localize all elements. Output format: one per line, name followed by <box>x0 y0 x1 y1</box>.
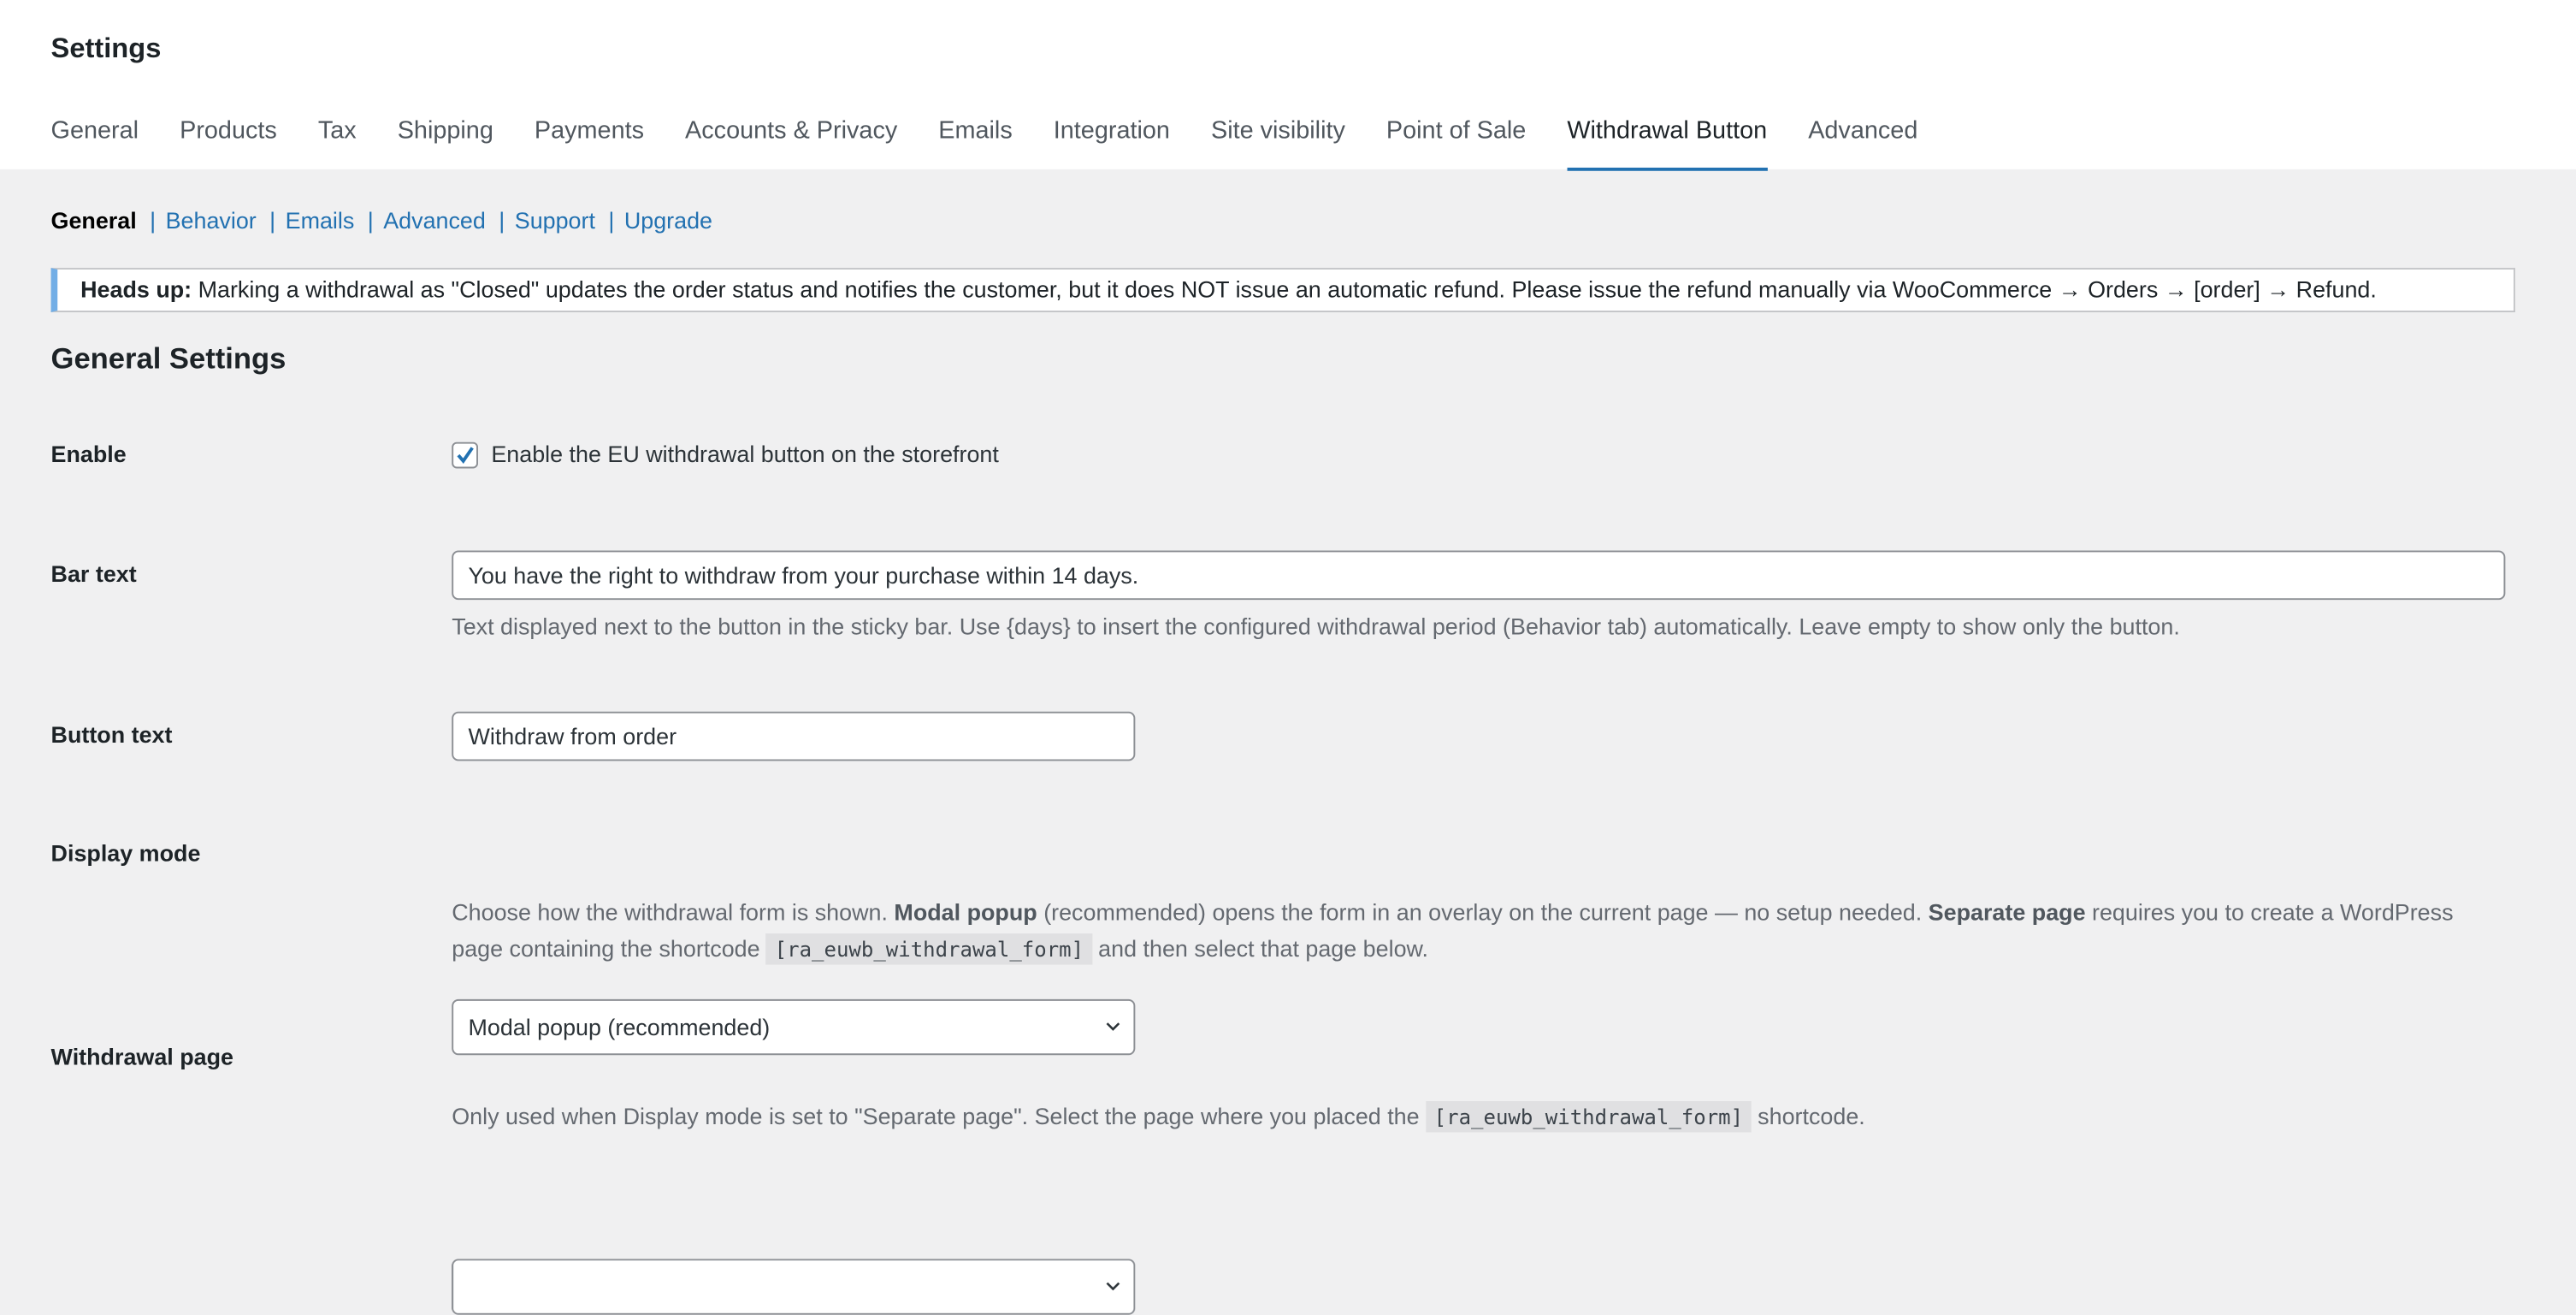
desc-text: (recommended) opens the form in an overlay on the current page — no setup needed. <box>1037 898 1929 926</box>
tab-advanced[interactable]: Advanced <box>1808 116 1918 145</box>
display-mode-select[interactable] <box>452 999 1135 1055</box>
tab-point-of-sale[interactable]: Point of Sale <box>1385 116 1527 145</box>
subnav-separator: | <box>608 207 615 234</box>
tab-site-visibility[interactable]: Site visibility <box>1210 116 1345 145</box>
subnav-separator: | <box>367 207 374 234</box>
bar-text-description: Text displayed next to the button in the sticky bar. Use {days} to insert the configured withdrawal period (Behavior tab) automatically. Leave empty to show only the button. <box>452 613 2180 640</box>
tab-tax[interactable]: Tax <box>317 116 357 145</box>
page-title: Settings <box>50 33 162 64</box>
withdrawal-page-description <box>452 1098 1865 1135</box>
enable-checkbox[interactable] <box>452 442 478 469</box>
shortcode: [ra_euwb_withdrawal_form] <box>1426 1101 1752 1132</box>
notice-text: Marking a withdrawal as "Closed" updates the order status and notifies the customer, but it does NOT issue an automatic refund. Please issue the refund manually via WooCommerce → Orders → [order] → Refund. <box>192 275 2377 303</box>
desc-text: Only used when Display mode is set to "Separate page". Select the page where you placed the <box>452 1102 1427 1129</box>
shortcode: [ra_euwb_withdrawal_form] <box>766 933 1092 964</box>
enable-checkbox-label: Enable the EU withdrawal button on the storefront <box>491 440 999 467</box>
subnav-general[interactable]: General <box>50 207 137 234</box>
tab-accounts-privacy[interactable]: Accounts & Privacy <box>685 116 898 145</box>
section-title: General Settings <box>50 341 287 375</box>
settings-header <box>0 0 2576 169</box>
section-subnav <box>51 207 712 234</box>
withdrawal-page-label: Withdrawal page <box>50 1043 234 1070</box>
subnav-upgrade[interactable]: Upgrade <box>623 207 713 234</box>
chevron-down-icon <box>1106 1019 1120 1034</box>
bar-text-input[interactable]: You have the right to withdraw from your purchase within 14 days. <box>452 551 2505 601</box>
subnav-support[interactable]: Support <box>514 207 595 234</box>
desc-text: requires you to create a WordPress page containing the shortcode <box>452 898 2454 962</box>
tab-payments[interactable]: Payments <box>534 116 645 145</box>
subnav-emails[interactable]: Emails <box>285 207 355 234</box>
enable-label: Enable <box>50 440 127 467</box>
withdrawal-page-select[interactable] <box>452 1259 1135 1314</box>
checkmark-icon <box>453 444 476 467</box>
desc-text: and then select that page below. <box>1091 934 1428 962</box>
subnav-advanced[interactable]: Advanced <box>383 207 486 234</box>
display-mode-description <box>452 894 2505 968</box>
desc-text: Choose how the withdrawal form is shown. <box>452 898 895 926</box>
tab-general[interactable]: General <box>50 116 139 145</box>
tab-emails[interactable]: Emails <box>938 116 1013 145</box>
settings-tabs <box>51 116 1918 170</box>
subnav-separator: | <box>150 207 157 234</box>
enable-checkbox-row[interactable] <box>452 441 999 469</box>
button-text-label: Button text <box>50 721 173 749</box>
subnav-behavior[interactable]: Behavior <box>165 207 257 234</box>
desc-text: shortcode. <box>1751 1102 1865 1129</box>
subnav-separator: | <box>269 207 276 234</box>
tab-withdrawal-button[interactable]: Withdrawal Button <box>1567 116 1767 170</box>
display-mode-label: Display mode <box>50 839 201 867</box>
display-mode-value: Modal popup (recommended) <box>468 1014 771 1040</box>
tab-integration[interactable]: Integration <box>1053 116 1170 145</box>
desc-bold: Separate page <box>1928 898 2086 926</box>
button-text-input[interactable]: Withdraw from order <box>452 712 1135 761</box>
refund-notice <box>51 268 2515 312</box>
tab-shipping[interactable]: Shipping <box>397 116 493 145</box>
bar-text-label: Bar text <box>50 560 137 587</box>
subnav-separator: | <box>499 207 505 234</box>
notice-strong: Heads up: <box>80 275 192 303</box>
chevron-down-icon <box>1106 1278 1120 1293</box>
tab-products[interactable]: Products <box>180 116 277 145</box>
desc-bold: Modal popup <box>894 898 1037 926</box>
